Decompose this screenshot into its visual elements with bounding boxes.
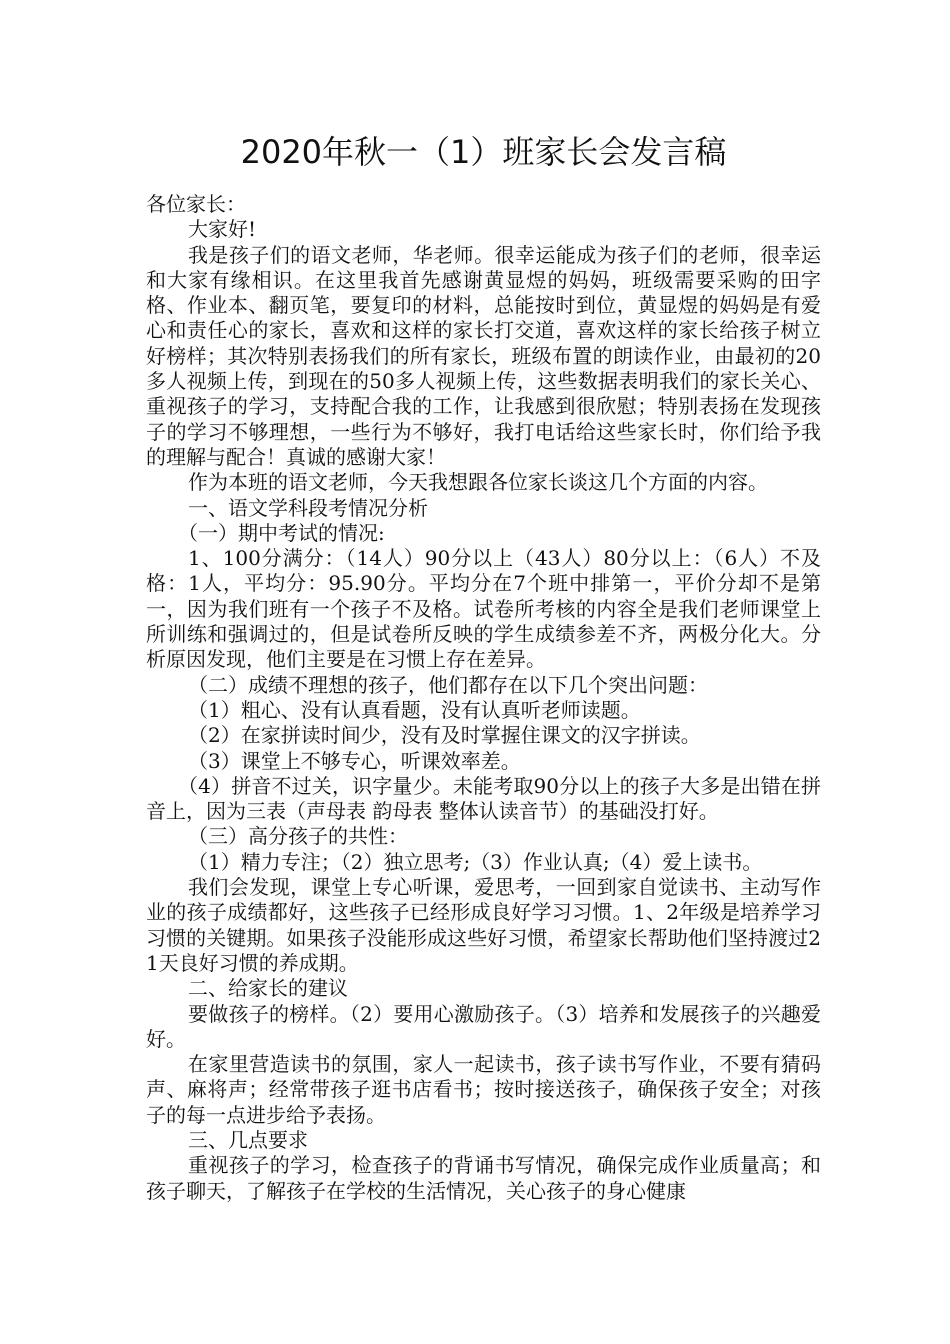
subsection-heading-3: （三）高分孩子的共性： xyxy=(188,824,408,849)
section-heading-3: 三、几点要求 xyxy=(188,1127,308,1152)
subsection-heading-2: （二）成绩不理想的孩子，他们都存在以下几个突出问题： xyxy=(188,672,708,697)
list-item-problem-1: （1）粗心、没有认真看题，没有认真听老师读题。 xyxy=(188,697,641,722)
document-page xyxy=(146,124,821,1204)
paragraph-requirements: 重视孩子的学习，检查孩子的背诵书写情况，确保完成作业质量高；和孩子聊天，了解孩子在学校的生活情况，关心孩子的身心健康 xyxy=(146,1153,821,1203)
document-title: 2020年秋一（1）班家长会发言稿 xyxy=(240,133,727,171)
paragraph-habits: 我们会发现，课堂上专心听课，爱思考，一回到家自觉读书、主动写作业的孩子成绩都好，这些孩子已经形成良好学习习惯。1、2年级是培养学习习惯的关键期。如果孩子没能形成这些好习惯，希望家长帮助他们坚持渡过21天良好习惯的养成期。 xyxy=(146,875,821,975)
paragraph-salutation: 各位家长： xyxy=(146,192,246,216)
document-body xyxy=(146,192,821,1204)
paragraph-suggestions: 要做孩子的榜样。（2）要用心激励孩子。（3）培养和发展孩子的兴趣爱好。 xyxy=(146,1001,821,1051)
paragraph-greeting: 大家好! xyxy=(188,217,257,242)
list-item-problem-3: （3）课堂上不够专心，听课效率差。 xyxy=(188,748,521,773)
list-item-problem-4: （4）拼音不过关，识字量少。未能考取90分以上的孩子大多是出错在拼音上，因为三表（声母表 韵母表 整体认读音节）的基础没打好。 xyxy=(146,773,821,824)
paragraph-intro: 作为本班的语文老师，今天我想跟各位家长谈这几个方面的内容。 xyxy=(188,470,768,495)
paragraph-scores: 1、100分满分：（14人）90分以上（43人）80分以上：（6人）不及格：1人，平均分：95.90分。平均分在7个班中排第一，平价分却不是第一，因为我们班有一个孩子不及格。试卷所考核的内容全是我们老师课堂上所训练和强调过的，但是试卷所反映的学生成绩参差不齐，两极分化大。分析原因发现，他们主要是在习惯上存在差异。 xyxy=(146,546,821,672)
list-item-problem-2: （2）在家拼读时间少，没有及时掌握住课文的汉字拼读。 xyxy=(188,723,701,748)
paragraph-home-environment: 在家里营造读书的氛围，家人一起读书，孩子读书写作业，不要有猜码声、麻将声；经常带孩子逛书店看书；按时接送孩子，确保孩子安全；对孩子的每一点进步给予表扬。 xyxy=(146,1052,821,1127)
paragraph-thanks: 我是孩子们的语文老师，华老师。很幸运能成为孩子们的老师，很幸运和大家有缘相识。在这里我首先感谢黄显煜的妈妈，班级需要采购的田字格、作业本、翻页笔，要复印的材料，总能按时到位，黄显煜的妈妈是有爱心和责任心的家长，喜欢和这样的家长打交道，喜欢这样的家长给孩子树立好榜样；其次特别表扬我们的所有家长，班级布置的朗读作业，由最初的20多人视频上传，到现在的50多人视频上传，这些数据表明我们的家长关心、重视孩子的学习，支持配合我的工作，让我感到很欣慰；特别表扬在发现孩子的学习不够理想，一些行为不够好，我打电话给这些家长时，你们给予我的理解与配合！真诚的感谢大家！ xyxy=(146,242,821,469)
subsection-heading-1: （一）期中考试的情况: xyxy=(178,520,385,545)
section-heading-1: 一、语文学科段考情况分析 xyxy=(188,495,428,520)
list-item-traits: （1）精力专注；（2）独立思考;（3）作业认真;（4）爱上读书。 xyxy=(188,849,763,874)
section-heading-2: 二、给家长的建议 xyxy=(188,976,348,1001)
